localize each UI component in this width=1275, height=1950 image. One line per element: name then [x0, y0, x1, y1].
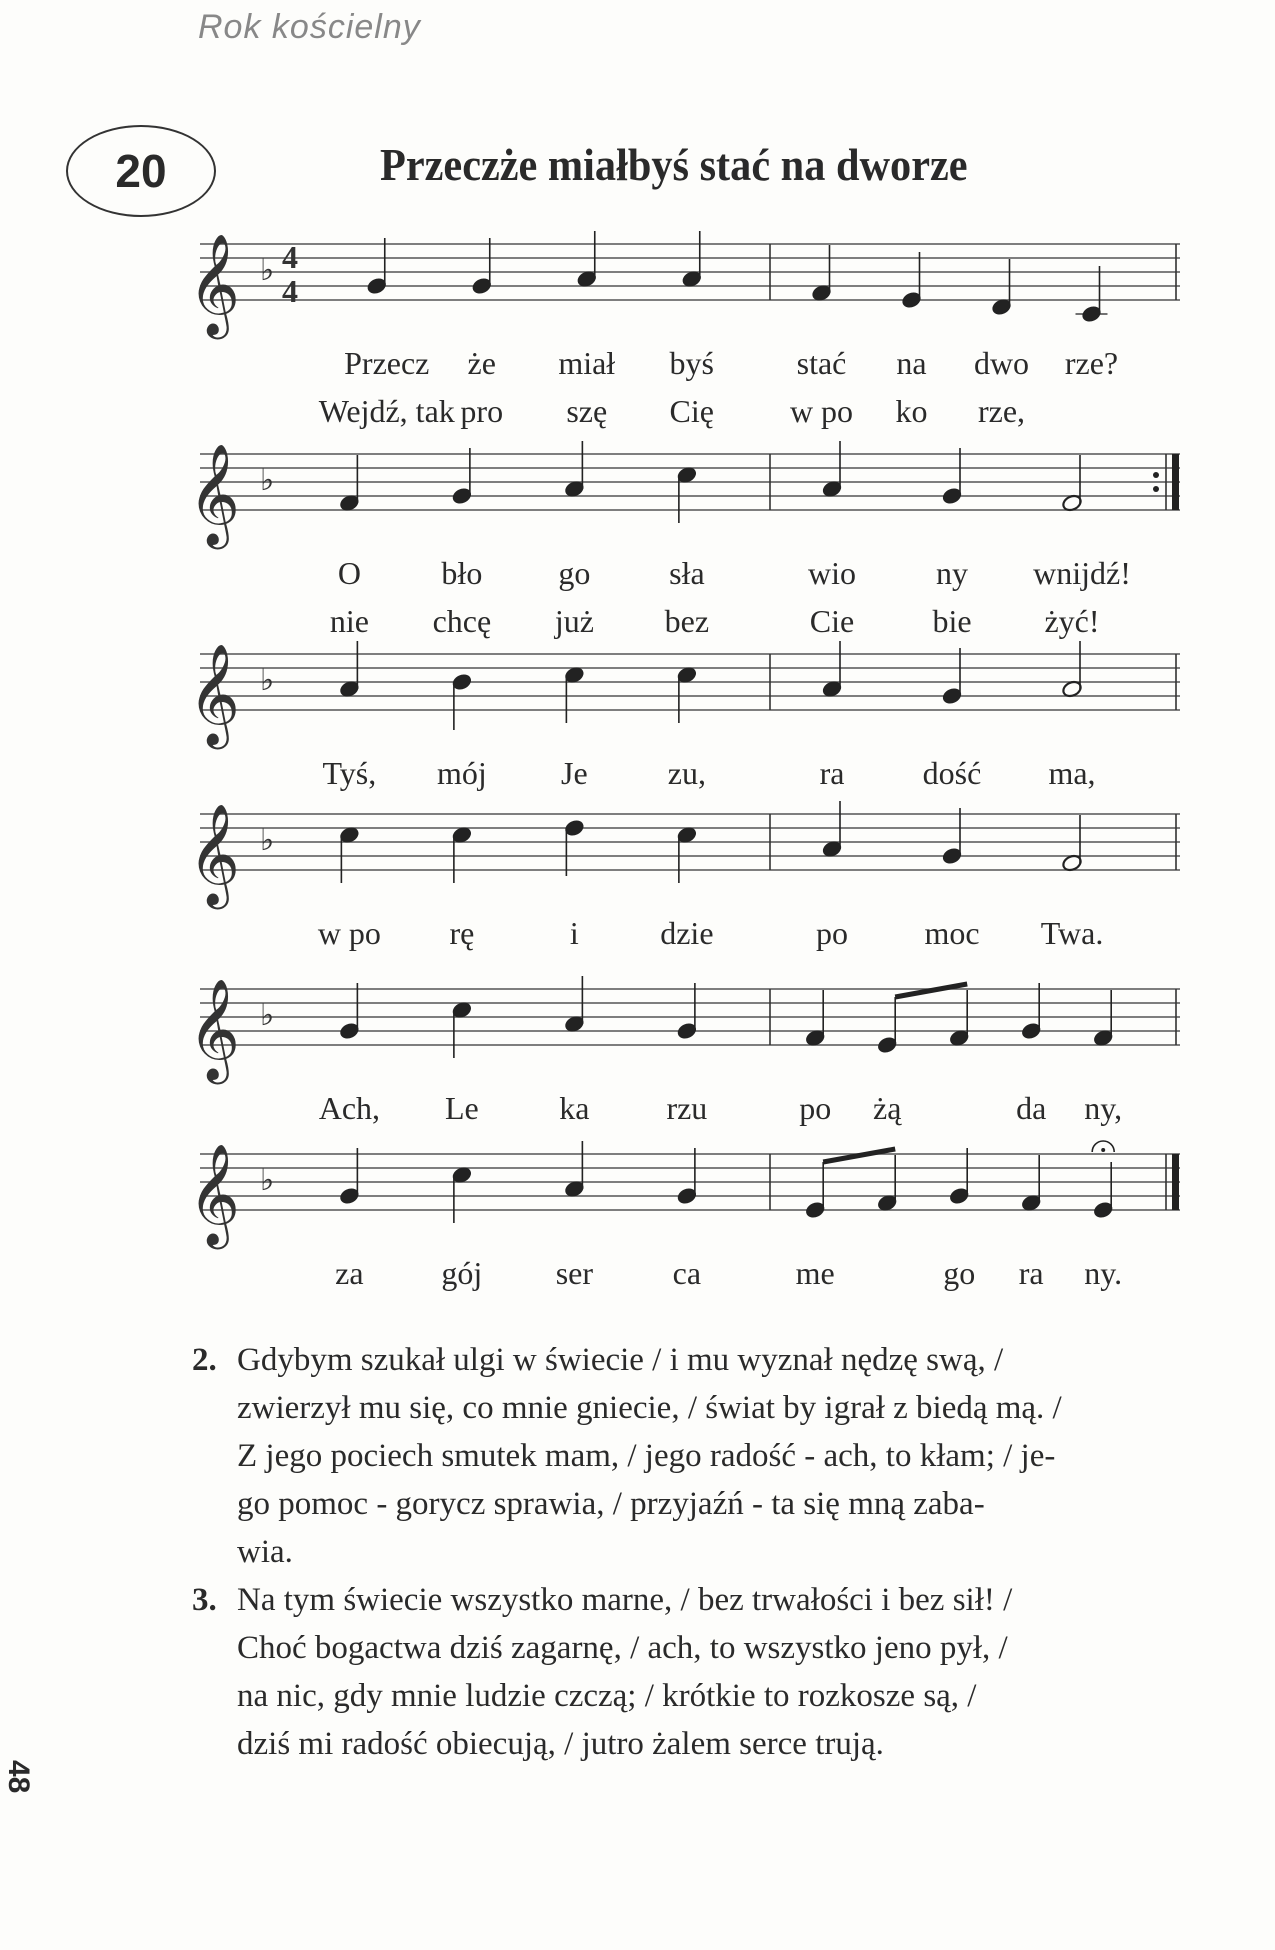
lyric-syllable: go	[943, 1255, 976, 1291]
key-signature-flat-icon: ♭	[260, 663, 275, 698]
lyric-syllable: wnijdź!	[1033, 555, 1131, 591]
note	[948, 1148, 970, 1206]
note	[451, 672, 473, 730]
lyric-syllable: dwo	[973, 345, 1030, 381]
lyric-syllable: Je	[561, 755, 588, 791]
verse-2	[192, 1336, 1192, 1576]
lyric-syllable: da	[1016, 1090, 1047, 1126]
note	[563, 1141, 585, 1199]
staff-system-4	[0, 770, 1275, 920]
lyric-syllable: chcę	[432, 603, 492, 639]
note	[338, 641, 360, 699]
lyric-syllable: byś	[669, 345, 714, 381]
beam	[895, 984, 967, 997]
lyric-syllable: żyć!	[1044, 603, 1100, 639]
note	[338, 983, 360, 1041]
note	[676, 825, 698, 883]
treble-clef-icon: 𝄞	[188, 977, 241, 1080]
lyric-syllable: po	[816, 915, 848, 951]
time-signature-top: 4	[282, 239, 298, 275]
lyric-syllable: ka	[559, 1090, 590, 1126]
lyric-syllable: zu,	[667, 755, 706, 791]
note	[451, 1165, 473, 1223]
lyric-syllable: ko	[895, 393, 928, 429]
lyric-syllable: Wejdź, tak	[318, 393, 455, 429]
lyric-syllable: Le	[445, 1090, 479, 1126]
staff-system-2	[0, 410, 1275, 560]
lyric-syllable: Cie	[809, 603, 855, 639]
note	[366, 238, 388, 296]
note	[676, 1148, 698, 1206]
note	[576, 231, 598, 289]
lyric-syllable: ra	[819, 755, 845, 791]
staff-system-1	[0, 200, 1275, 350]
note	[676, 983, 698, 1041]
lyric-syllable: że	[467, 345, 496, 381]
treble-clef-icon: 𝄞	[188, 642, 241, 745]
note	[563, 441, 585, 499]
note	[1061, 455, 1083, 513]
lyric-syllable: bło	[441, 555, 483, 591]
lyric-syllable: po	[799, 1090, 832, 1126]
note	[681, 231, 703, 289]
final-bar-thick	[1172, 454, 1179, 510]
lyric-syllable: za	[335, 1255, 364, 1291]
note	[876, 1155, 898, 1213]
note	[451, 1000, 473, 1058]
time-signature-bottom: 4	[282, 273, 298, 309]
key-signature-flat-icon: ♭	[260, 463, 275, 498]
note	[941, 648, 963, 706]
note	[338, 1148, 360, 1206]
note	[804, 990, 826, 1048]
lyric-syllable: rzu	[666, 1090, 708, 1126]
verse-number: 2.	[192, 1342, 217, 1378]
lyric-syllable: nie	[329, 603, 369, 639]
verse-line: dziś mi radość obiecują, / jutro żalem serce trują.	[237, 1726, 884, 1762]
lyric-syllable: ser	[555, 1255, 594, 1291]
lyric-syllable: żą	[872, 1090, 902, 1126]
lyric-syllable: Ach,	[318, 1090, 381, 1126]
verse-line: Choć bogactwa dziś zagarnę, / ach, to wszystko jeno pył, /	[237, 1630, 1008, 1666]
note	[676, 465, 698, 523]
lyric-syllable: na	[896, 345, 927, 381]
lyric-syllable: ny,	[1084, 1090, 1123, 1126]
lyric-syllable: i	[569, 915, 579, 951]
lyric-syllable: pro	[460, 393, 504, 429]
lyric-syllable: sła	[669, 555, 705, 591]
note	[821, 641, 843, 699]
verses	[192, 1336, 1192, 1768]
key-signature-flat-icon: ♭	[260, 1163, 275, 1198]
verse-line: Z jego pociech smutek mam, / jego radość - ach, to kłam; / je-	[237, 1438, 1056, 1474]
lyric-syllable: ny.	[1084, 1255, 1123, 1291]
lyric-syllable: Twa.	[1040, 915, 1104, 951]
lyric-syllable: gój	[441, 1255, 483, 1291]
lyric-syllable: dość	[922, 755, 982, 791]
note	[563, 818, 585, 876]
final-bar-thick	[1172, 1154, 1179, 1210]
staff-system-5	[0, 945, 1275, 1095]
note	[451, 825, 473, 883]
note	[1061, 641, 1083, 699]
verse-number: 3.	[192, 1582, 217, 1618]
staff-system-6	[0, 1110, 1275, 1260]
lyric-syllable: rę	[449, 915, 475, 951]
lyric-syllable: ny	[936, 555, 968, 591]
lyric-syllable: w po	[789, 393, 854, 429]
lyric-syllable: me	[795, 1255, 835, 1291]
note	[563, 976, 585, 1034]
note	[338, 455, 360, 513]
lyric-syllable: rze?	[1064, 345, 1119, 381]
lyric-syllable: Cię	[669, 393, 714, 429]
running-head: Rok kościelny	[198, 8, 421, 46]
treble-clef-icon: 𝄞	[188, 802, 241, 905]
note	[941, 448, 963, 506]
page-number: 48	[2, 1760, 35, 1794]
note	[941, 808, 963, 866]
note	[901, 252, 923, 310]
treble-clef-icon: 𝄞	[188, 232, 241, 335]
note	[1092, 990, 1114, 1048]
key-signature-flat-icon: ♭	[260, 998, 275, 1033]
note	[948, 990, 970, 1048]
verse-line: na nic, gdy mnie ludzie czczą; / krótkie to rozkosze są, /	[237, 1678, 977, 1714]
note	[876, 997, 898, 1055]
lyric-syllable: w po	[317, 915, 381, 951]
beam	[823, 1149, 895, 1162]
note	[1092, 1162, 1114, 1220]
lyric-syllable: dzie	[660, 915, 714, 951]
song-title: Przeczże miałbyś stać na dworze	[380, 139, 968, 190]
lyric-syllable: go	[558, 555, 591, 591]
note	[338, 825, 360, 883]
lyric-syllable: wio	[808, 555, 856, 591]
note	[451, 448, 473, 506]
repeat-dot	[1153, 472, 1159, 478]
lyric-syllable: ra	[1018, 1255, 1044, 1291]
note	[804, 1162, 826, 1220]
note	[1076, 266, 1108, 324]
lyric-syllable: ma,	[1048, 755, 1096, 791]
repeat-dot	[1153, 486, 1159, 492]
verse-line: go pomoc - gorycz sprawia, / przyjaźń - ta się mną zaba-	[237, 1486, 985, 1522]
lyric-syllable: rze,	[977, 393, 1026, 429]
note	[1020, 1155, 1042, 1213]
note	[563, 665, 585, 723]
note	[821, 441, 843, 499]
lyric-syllable: ca	[672, 1255, 702, 1291]
staff-system-3	[0, 610, 1275, 760]
verse-3	[192, 1576, 1192, 1768]
verse-line: wia.	[237, 1534, 293, 1570]
lyric-syllable: mój	[436, 755, 487, 791]
note	[821, 801, 843, 859]
note	[1020, 983, 1042, 1041]
lyric-syllable: bez	[664, 603, 710, 639]
key-signature-flat-icon: ♭	[260, 823, 275, 858]
note	[471, 238, 493, 296]
song-number: 20	[115, 145, 167, 197]
treble-clef-icon: 𝄞	[188, 1142, 241, 1245]
lyric-syllable: moc	[924, 915, 980, 951]
note	[811, 245, 833, 303]
note	[676, 665, 698, 723]
lyric-syllable: już	[554, 603, 594, 639]
lyric-syllable: bie	[932, 603, 972, 639]
treble-clef-icon: 𝄞	[188, 442, 241, 545]
note	[991, 259, 1013, 317]
lyric-syllable: Przecz	[344, 345, 430, 381]
lyric-syllable: szę	[566, 393, 608, 429]
lyric-syllable: stać	[796, 345, 847, 381]
lyric-syllable: miał	[558, 345, 616, 381]
verse-line: Gdybym szukał ulgi w świecie / i mu wyznał nędzę swą, /	[237, 1342, 1004, 1378]
lyric-syllable: O	[337, 555, 361, 591]
key-signature-flat-icon: ♭	[260, 253, 275, 288]
note	[1061, 815, 1083, 873]
verse-line: zwierzył mu się, co mnie gniecie, / świat by igrał z biedą mą. /	[237, 1390, 1062, 1426]
lyric-syllable: Tyś,	[322, 755, 377, 791]
verse-line: Na tym świecie wszystko marne, / bez trwałości i bez sił! /	[237, 1582, 1013, 1618]
